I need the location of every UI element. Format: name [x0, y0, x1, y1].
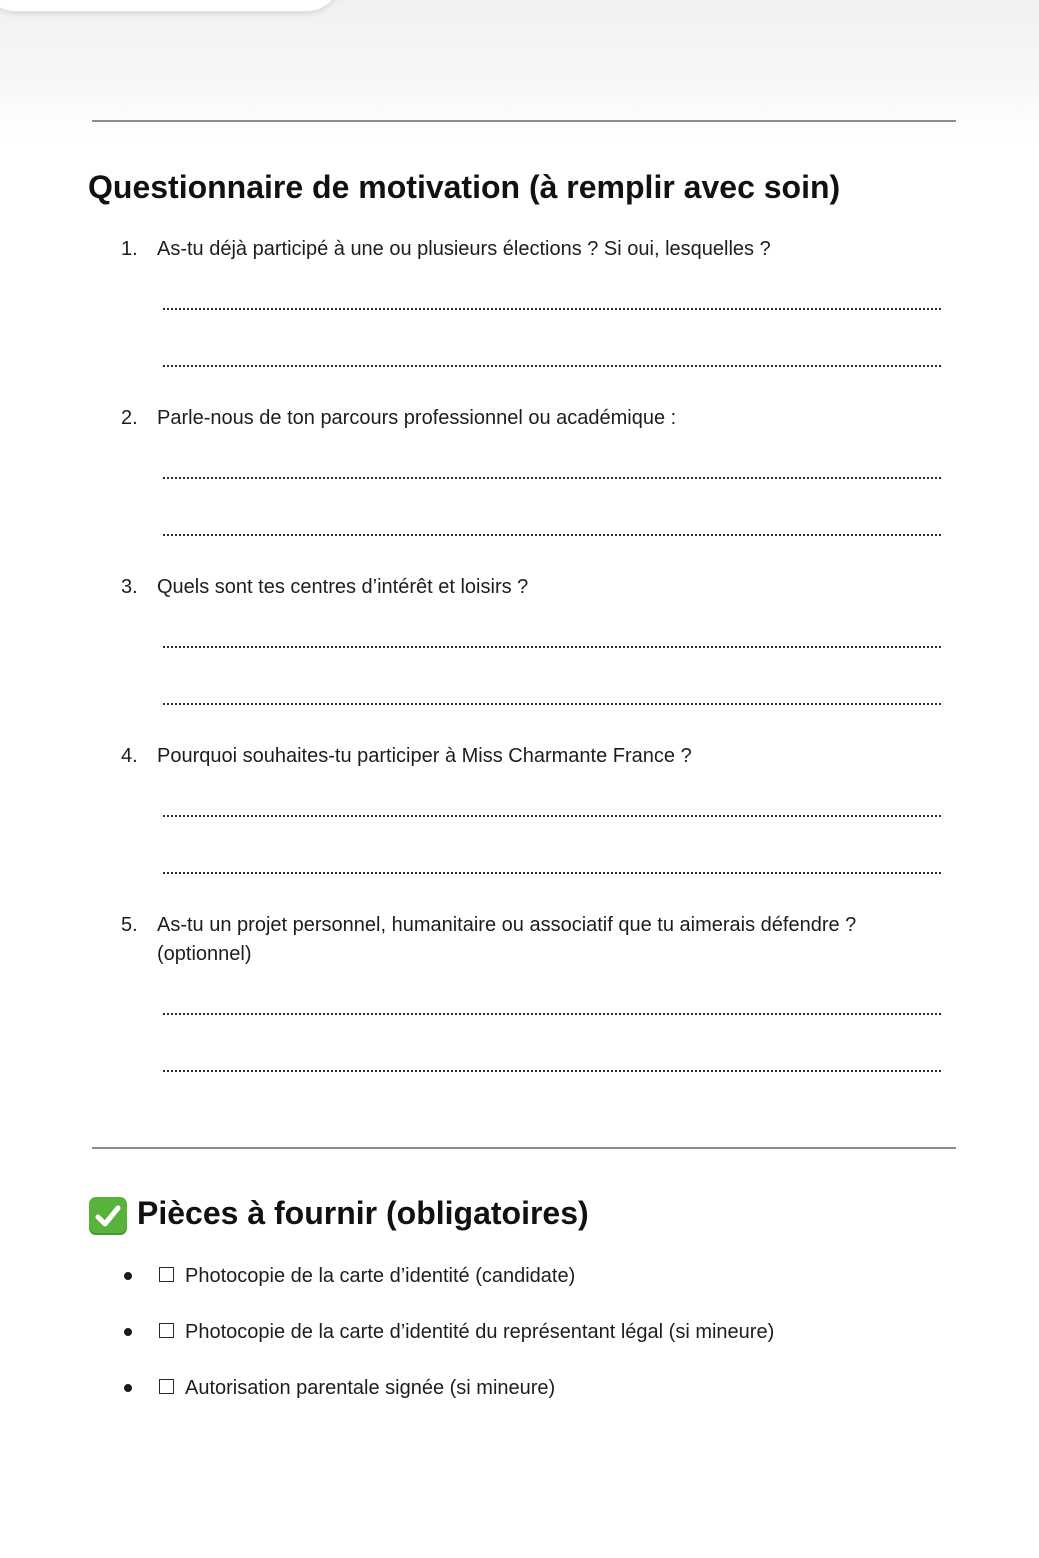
- question-number: 1.: [121, 238, 138, 260]
- answer-line[interactable]: [163, 703, 941, 705]
- question-number: 4.: [121, 745, 138, 767]
- top-shadow: [0, 0, 1039, 140]
- answer-line[interactable]: [163, 1070, 941, 1072]
- question-number: 2.: [121, 407, 138, 429]
- question-number: 3.: [121, 576, 138, 598]
- answer-line[interactable]: [163, 477, 941, 479]
- checkbox[interactable]: [159, 1379, 174, 1394]
- question-text: Pourquoi souhaites-tu participer à Miss Charmante France ?: [157, 745, 692, 767]
- answer-line[interactable]: [163, 1013, 941, 1015]
- answer-line[interactable]: [163, 646, 941, 648]
- checkbox[interactable]: [159, 1323, 174, 1338]
- document-item: [124, 1318, 944, 1346]
- section-divider: [92, 1147, 956, 1149]
- motivation-section-title: Questionnaire de motivation (à remplir avec soin): [88, 169, 841, 205]
- question-text: As-tu un projet personnel, humanitaire ou associatif que tu aimerais défendre ? (optionnel): [157, 914, 857, 965]
- document-item-label: Photocopie de la carte d’identité (candidate): [185, 1265, 576, 1287]
- check-mark-button-icon: [89, 1197, 127, 1235]
- document-item-label: Autorisation parentale signée (si mineure): [185, 1377, 556, 1399]
- check-mark-glyph: [89, 1197, 127, 1235]
- document-item-label: Photocopie de la carte d’identité du représentant légal (si mineure): [185, 1321, 775, 1343]
- question-text: Quels sont tes centres d’intérêt et loisirs ?: [157, 576, 529, 598]
- section-divider: [92, 120, 956, 122]
- document-item: [124, 1262, 944, 1290]
- answer-line[interactable]: [163, 308, 941, 310]
- answer-line[interactable]: [163, 534, 941, 536]
- bullet-icon: [124, 1328, 132, 1336]
- checkbox[interactable]: [159, 1267, 174, 1282]
- answer-line[interactable]: [163, 872, 941, 874]
- question-number: 5.: [121, 914, 138, 936]
- bullet-icon: [124, 1272, 132, 1280]
- answer-line[interactable]: [163, 815, 941, 817]
- document-item: [124, 1374, 944, 1402]
- documents-section-title: Pièces à fournir (obligatoires): [137, 1195, 589, 1231]
- bullet-icon: [124, 1384, 132, 1392]
- question-text: Parle-nous de ton parcours professionnel ou académique :: [157, 407, 677, 429]
- question-text: As-tu déjà participé à une ou plusieurs élections ? Si oui, lesquelles ?: [157, 238, 771, 260]
- answer-line[interactable]: [163, 365, 941, 367]
- top-tab-edge: [0, 0, 342, 12]
